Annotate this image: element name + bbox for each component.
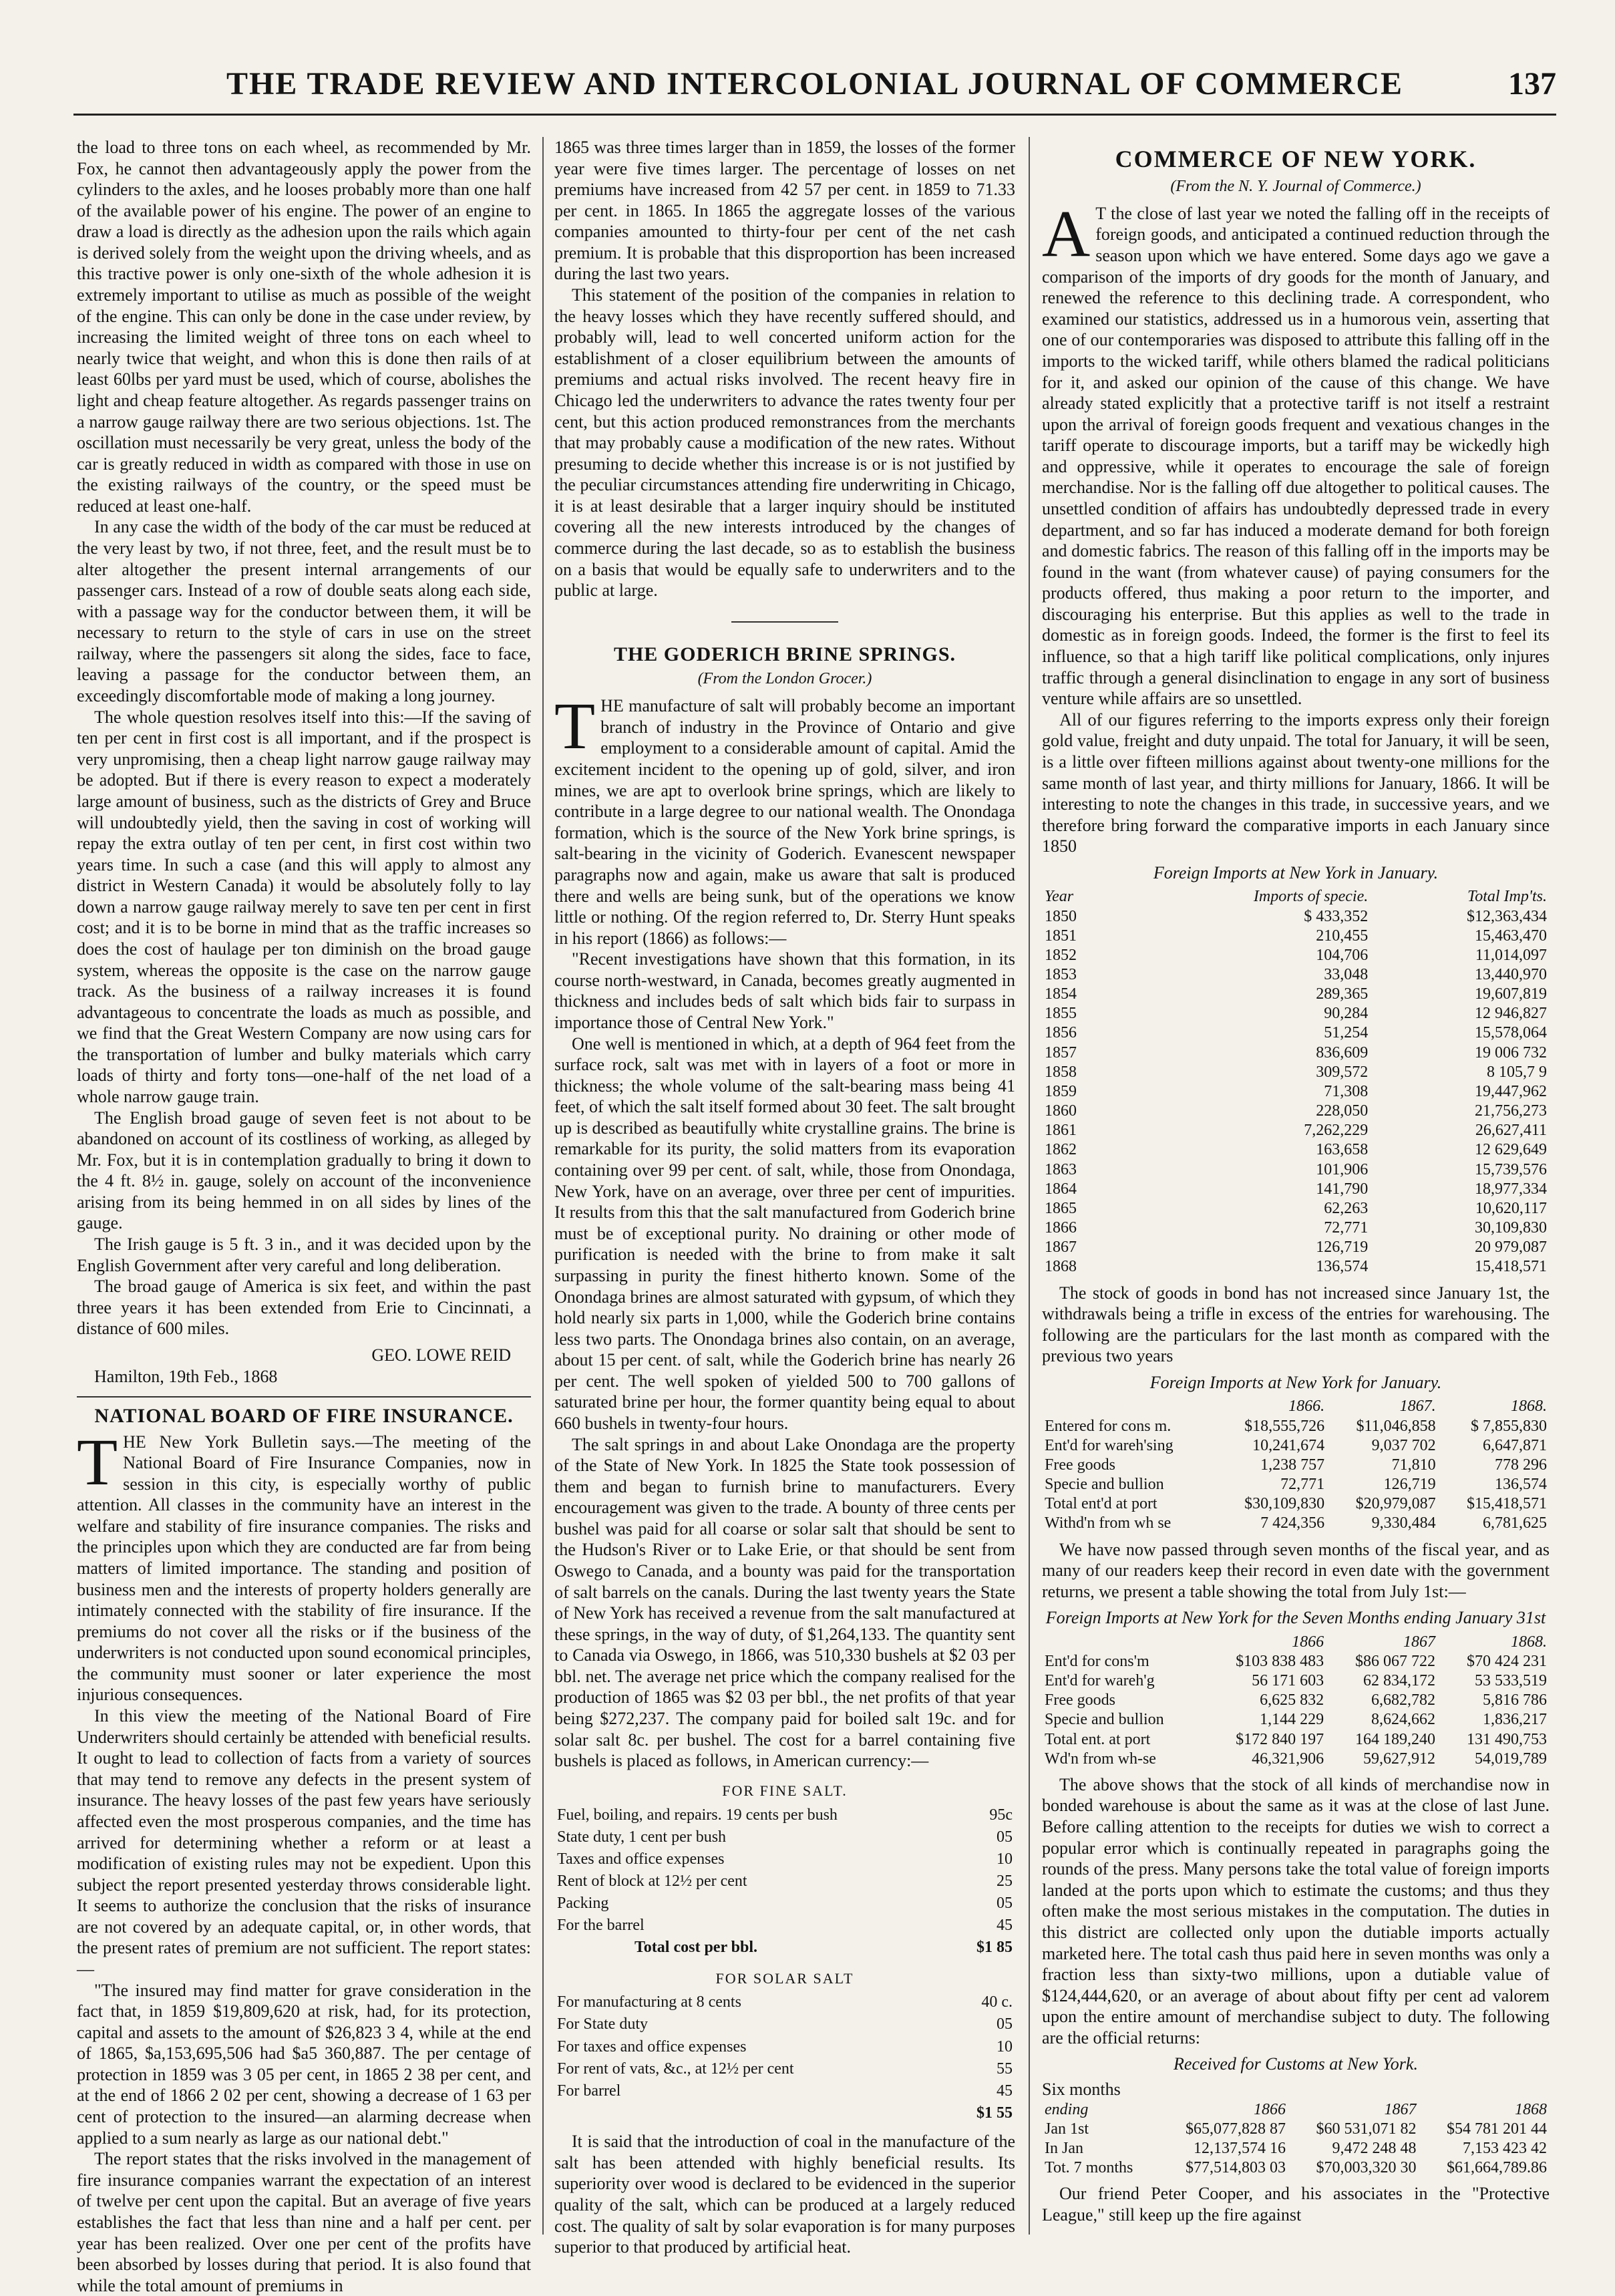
table-cell: 131 490,753 xyxy=(1467,1730,1547,1748)
table-cell: 141,790 xyxy=(1316,1180,1369,1198)
cost-table-label: FOR FINE SALT. xyxy=(722,1782,848,1799)
body-paragraph: The stock of goods in bond has not increased since January 1st, the withdrawals being a trifle in excess of the entries for warehousing. The following are the particulars for the last month as compared with the previous two years xyxy=(1042,1283,1550,1366)
table-row xyxy=(1042,1671,1550,1691)
table-row xyxy=(1042,965,1550,985)
table-cell: 228,050 xyxy=(1316,1102,1369,1120)
body-paragraph: All of our figures referring to the imports express only their foreign gold value, freight and duty unpaid. The total for January, it will be seen, is a little over fifteen millions against about twenty-one millions for the same month of last year, and thirty millions for January, 1866. It will be interesting to note the changes in this trade, in successive years, and we therefore bring forward the comparative imports in each January since 1850 xyxy=(1042,709,1550,856)
table-cell: 101,906 xyxy=(1316,1160,1369,1178)
table-cell: 1,238 757 xyxy=(1260,1456,1325,1474)
table-cell: 126,719 xyxy=(1316,1239,1369,1257)
table-header-cell: 1867 xyxy=(1403,1633,1436,1651)
table-cell: 5,816 786 xyxy=(1483,1691,1547,1709)
table-cell: 05 xyxy=(997,2015,1013,2033)
table-cell: Jan 1st xyxy=(1045,2120,1089,2138)
table-header-row xyxy=(1042,2100,1550,2120)
table-row xyxy=(1042,1456,1550,1475)
body-paragraph: One well is mentioned in which, at a depth of 964 feet from the surface rock, salt was met with in layers of a foot or more in thickness; the whole volume of the salt-bearing mass being 41 feet, of which the salt itself formed about 30 feet. The salt brought up is described as beautifully white crystalline grains. The brine is remarkable for its purity, the solid matters from its evaporation containing over 99 per cent. of salt, while, those from Onondaga, New York, have on an average, over three per cent of impurities. It results from this that the salt manufactured from Goderich brine must be of exceptional purity. No draining or other mode of purification is needed with the brine to from make it salt surpassing in purity the finest hitherto known. Some of the Onondaga brines are almost saturated with gypsum, of which they hold nearly six parts in 1,000, while the Goderich brine contains less two parts. The Onondaga brines also contain, on an average, about 15 per cent. of salt, while the Goderich brine has nearly 26 per cent. The well spoken of yielded 500 to 700 gallons of saturated brine per hour, the former quantity being equal to about 660 bushels in twenty-four hours. xyxy=(554,1033,1015,1433)
article-source: (From the N. Y. Journal of Commerce.) xyxy=(1170,177,1421,195)
table-cell: In Jan xyxy=(1045,2139,1083,2157)
table-cell: 1857 xyxy=(1045,1043,1077,1061)
table-header-cell xyxy=(1042,1397,1216,1416)
table-row xyxy=(1042,1417,1550,1436)
table-cell: 05 xyxy=(997,1828,1013,1846)
table-cell: Specie and bullion xyxy=(1045,1711,1164,1729)
body-paragraph: We have now passed through seven months of the fiscal year, and as many of our readers keep their record in even date with the government returns, we present a table showing the total from July 1st:— xyxy=(1042,1539,1550,1601)
table-cell: 10,620,117 xyxy=(1475,1199,1547,1217)
table-cell: 6,647,871 xyxy=(1483,1436,1547,1454)
table-row xyxy=(1042,1257,1550,1277)
table-row xyxy=(554,2080,1015,2102)
article-source: (From the London Grocer.) xyxy=(697,670,872,688)
table-cell: 126,719 xyxy=(1383,1476,1436,1494)
table-cell: Taxes and office expenses xyxy=(557,1850,725,1868)
body-paragraph: "Recent investigations have shown that this formation, in its course north-westward, in Canada, becomes greatly augmented in thickness and includes beds of salt which bids fair to surpass in importance those of Central New York." xyxy=(554,949,1015,1032)
table-header-cell: 1867. xyxy=(1399,1398,1436,1416)
table-row xyxy=(1042,1436,1550,1456)
table-cell: 1867 xyxy=(1045,1239,1077,1257)
column-rule xyxy=(1029,137,1030,2235)
table-cell: Ent'd for wareh'sing xyxy=(1045,1436,1174,1454)
table-cell: 9,472 248 48 xyxy=(1332,2139,1417,2157)
table-row xyxy=(1042,1691,1550,1710)
table-cell: 05 xyxy=(997,1895,1013,1913)
table-intro: Six months xyxy=(1042,2080,1121,2099)
table-cell: 15,739,576 xyxy=(1475,1160,1547,1178)
table-cell: $86 067 722 xyxy=(1355,1652,1436,1670)
table-cell: 836,609 xyxy=(1316,1043,1369,1061)
table-cell: Total ent. at port xyxy=(1045,1730,1151,1748)
table-cell: 71,308 xyxy=(1324,1082,1369,1100)
table-cell: 8 105,7 9 xyxy=(1487,1063,1547,1081)
body-paragraph: This statement of the position of the companies in relation to the heavy losses which they have recently suffered should, and probably will, lead to well concerted uniform action for the establishment of a closer equilibrium between the amounts of premiums and actual risks involved. The recent heavy fire in Chicago led the underwriters to advance the rates twenty four per cent, but this action produced remonstrances from the merchants that may probably cause a modification of the new rates. Without presuming to decide whether this increase is or is not justified by the peculiar circumstances attending fire underwriting in Chicago, it is at least desirable that a larger inquiry should be instituted covering all the new interests introduced by the changes of commerce during the last decade, so as to establish the business on a basis that would be equally safe to underwriters and to the public at large. xyxy=(554,285,1015,601)
table-header-cell: 1866. xyxy=(1288,1398,1325,1416)
table-cell: 136,574 xyxy=(1316,1258,1369,1276)
table-header-cell: ending xyxy=(1045,2100,1089,2118)
body-paragraph: The report states that the risks involved in the management of fire insurance companies warrant the expectation of an interest of twelve per cent upon the capital. But an average of five years establishes the fact that less than nine and a half per cent. per year has been realized. Over one per cent of the profits have been absorbed by losses during that period. It is also found that while the total amount of premiums in xyxy=(77,2149,531,2295)
table-cell: 90,284 xyxy=(1324,1005,1369,1023)
table-header-row xyxy=(1042,1633,1550,1652)
table-cell: 30,109,830 xyxy=(1475,1219,1547,1237)
table-row xyxy=(1042,2120,1550,2139)
table-row xyxy=(1042,1160,1550,1180)
table-cell: 72,771 xyxy=(1324,1219,1369,1237)
table-cell: 1856 xyxy=(1045,1024,1077,1042)
table-cell: 71,810 xyxy=(1391,1456,1436,1474)
table-cell: 1851 xyxy=(1045,927,1077,945)
table-header-cell xyxy=(1042,1633,1204,1652)
table-total-row xyxy=(554,1937,1015,1959)
table-cell: $30,109,830 xyxy=(1244,1495,1325,1513)
table-cell: 54,019,789 xyxy=(1475,1750,1547,1768)
table-header-row xyxy=(1042,1397,1550,1416)
body-paragraph: It is said that the introduction of coal in the manufacture of the salt has been attended with highly beneficial results. Its superiority over wood is declared to be evidenced in the superior quality of the salt, which can be produced at a largely reduced cost. The quality of salt by solar evaporation is for many purposes superior to that produced by artificial heat. xyxy=(554,2132,1015,2257)
table-cell: Specie and bullion xyxy=(1045,1476,1164,1494)
january-imports-table xyxy=(1042,887,1550,1277)
table-row xyxy=(1042,1063,1550,1082)
table-row xyxy=(1042,1004,1550,1023)
table-cell: For manufacturing at 8 cents xyxy=(557,1993,741,2011)
table-cell: 7 424,356 xyxy=(1260,1514,1325,1532)
table-title: Foreign Imports at New York in January. xyxy=(1153,862,1439,882)
table-cell: State duty, 1 cent per bush xyxy=(557,1828,727,1846)
body-paragraph: the load to three tons on each wheel, as recommended by Mr. Fox, he cannot then advantageously apply the power from the cylinders to the axles, and he looses probably more than one half of the available power of his engine. The power of an engine to draw a load is directly as the adhesion upon the rails which again is derived solely from the weight upon the driving wheels, and as this tractive power is only one-sixth of the whole adhesion it is extremely important to utilise as much as possible of the weight of the engine. This can only be done in the case under review, by increasing the limited weight of three tons on each wheel to nearly twice that weight, and whon this is done then rails of at least 60lbs per yard must be used, which of course, abolishes the light and cheap feature altogether. As regards passenger trains on a narrow gauge railway there are two serious objections. 1st. The oscillation must necessarily be very great, unless the body of the car is greatly reduced in width as compared with those in use on the existing railways of the country, or the speed must be reduced at least one-half. xyxy=(77,138,531,516)
table-row xyxy=(554,1991,1015,2013)
table-row xyxy=(1042,1652,1550,1671)
table-cell: $61,664,789.86 xyxy=(1447,2159,1547,2177)
table-cell: 1855 xyxy=(1045,1005,1077,1023)
table-cell: 210,455 xyxy=(1316,927,1369,945)
table-cell: Free goods xyxy=(1045,1456,1115,1474)
table-cell: 21,756,273 xyxy=(1475,1102,1547,1120)
body-paragraph: 1865 was three times larger than in 1859, the losses of the former year were five times larger. The percentage of losses on net premiums have increased from 42 57 per cent. in 1859 to 71.33 per cent. in 1865. In 1865 the aggregate losses of the various companies amounted to thirty-four per cent of the net cash premium. It is probable that this disproportion has been increased during the last two years. xyxy=(554,138,1015,284)
table-cell: $18,555,726 xyxy=(1244,1417,1325,1435)
table-cell: 12 946,827 xyxy=(1475,1005,1547,1023)
table-row xyxy=(1042,1475,1550,1494)
table-cell: 1863 xyxy=(1045,1160,1077,1178)
table-header-cell: 1868 xyxy=(1515,2100,1547,2118)
table-cell: 163,658 xyxy=(1316,1141,1369,1159)
table-row xyxy=(1042,1180,1550,1199)
table-header-cell: 1868. xyxy=(1511,1398,1547,1416)
article-heading: COMMERCE OF NEW YORK. xyxy=(1115,146,1477,172)
table-cell: 9,037 702 xyxy=(1371,1436,1436,1454)
table-cell: 1852 xyxy=(1045,946,1077,964)
table-cell: 20 979,087 xyxy=(1475,1239,1547,1257)
table-cell: Entered for cons m. xyxy=(1045,1417,1172,1435)
column-rule xyxy=(542,137,544,2235)
table-cell: 10 xyxy=(997,2037,1013,2056)
column-3 xyxy=(1042,137,1550,2235)
table-cell: 40 c. xyxy=(981,1993,1013,2011)
table-title: Received for Customs at New York. xyxy=(1174,2054,1418,2074)
table-cell: 8,624,662 xyxy=(1371,1711,1436,1729)
table-cell: Free goods xyxy=(1045,1691,1115,1709)
table-cell: 13,440,970 xyxy=(1475,966,1547,984)
table-row xyxy=(554,2036,1015,2058)
table-cell: 62,263 xyxy=(1324,1199,1369,1217)
table-cell: 45 xyxy=(997,2082,1013,2100)
table-header-cell: 1867 xyxy=(1384,2100,1417,2118)
table-cell: 309,572 xyxy=(1316,1063,1369,1081)
body-paragraph: In this view the meeting of the National Board of Fire Underwriters should certainly be attended with beneficial results. It ought to lead to collection of facts from a variety of sources that may tend to remove any defects in the present system of insurance. The heavy losses of the past few years have seriously affected even the most prosperous companies, and the time has arrived for determining whether a reform or at least a modification of existing rules may not be expedient. Upon this subject the report presented yesterday throws considerable light. It seems to authorize the conclusion that the risks of insurance are not covered by an adequate capital, or, in other words, that the present rates of premium are not sufficient. The report states:— xyxy=(77,1706,531,1979)
table-row xyxy=(1042,1199,1550,1218)
table-cell: 15,578,064 xyxy=(1475,1024,1547,1042)
table-cell: $70,003,320 30 xyxy=(1316,2159,1417,2177)
table-cell: 289,365 xyxy=(1316,985,1369,1003)
table-cell: 1,836,217 xyxy=(1483,1711,1547,1729)
table-cell: Packing xyxy=(557,1895,609,1913)
table-cell: 9,330,484 xyxy=(1371,1514,1436,1532)
table-cell: 56 171 603 xyxy=(1252,1672,1324,1690)
body-paragraph: The salt springs in and about Lake Onondaga are the property of the State of New York. In 1825 the State took possession of them and began to furnish brine to manufacturers. Every encouragement was given to the trade. A bounty of three cents per bushel was paid for all coarse or solar salt that should be sent to the Hudson's River or to Lake Erie, or that should be sent from Oswego to Canada, and a bounty was paid for the transportation of salt barrels on the canals. During the last twenty years the State of New York has received a revenue from the salt manufactured at these springs, in the way of duty, of $1,264,133. The quantity sent to Canada via Oswego, in 1866, was 510,330 bushels at $2 03 per bbl. net. The average net price which the company realised for the production of 1865 was $2 03 per bbl., the net profits of that year being $272,237. The company paid for boiled salt 19c. and for solar salt 8c. per bushel. The cost for a barrel containing five bushels is placed as follows, in American currency:— xyxy=(554,1434,1015,1771)
body-paragraph: The English broad gauge of seven feet is not about to be abandoned on account of its costliness of working, as alleged by Mr. Fox, but it is in contemplation gradually to bring it down to the 4 ft. 8½ in. gauge, solely on account of the inconvenience arising from its being hemmed in on all sides by lines of the gauge. xyxy=(77,1108,531,1233)
table-cell: 1850 xyxy=(1045,907,1077,925)
table-total-row xyxy=(1042,1730,1550,1750)
table-row xyxy=(1042,1140,1550,1160)
page-header xyxy=(73,53,1556,116)
table-cell: 1868 xyxy=(1045,1258,1077,1276)
body-paragraph: AT the close of last year we noted the falling off in the receipts of foreign goods, and anticipated a continued reduction through the season upon which we have entered. Some days ago we gave a comparison of the imports of dry goods for the month of January, and renewed the reference to this declining trade. A correspondent, who examined our statistics, addressed us in a humorous vein, asserting that one of our contemporaries was disposed to attribute this falling off in the imports to the wicked tariff, while others blamed the radical politicians for it, and asked our opinion of the cause of this change. We have already stated explicitly that a protective tariff is not itself a restraint upon the arrival of foreign goods frequent and vexatious changes in the tariff operate to discourage imports, but a tariff may be wickedly high and oppressive, while it operates to encourage the sale of foreign merchandise. Nor is the falling off due altogether to political causes. The unsettled condition of affairs has undoubtedly depressed trade in every department, and so far has induced a moderate demand for both foreign and domestic fabrics. The reason of this falling off in the imports may be found in the want (from whatever cause) of paying consumers for the products offered, thus making a poor return to the importer, and discouraging his enterprise. But this applies as well to the trade in domestic as in foreign goods. Indeed, the former is the first to feel its influence, so that a high tariff like political complications, only injures traffic through a general disinclination to engage in any sort of business venture while affairs are so unsettled. xyxy=(1042,196,1550,709)
table-cell: 26,627,411 xyxy=(1475,1122,1547,1140)
cost-table-label: FOR SOLAR SALT xyxy=(715,1969,854,1987)
table-cell: 19 006 732 xyxy=(1475,1043,1547,1061)
table-cell: 1861 xyxy=(1045,1122,1077,1140)
dateline: Hamilton, 19th Feb., 1868 xyxy=(94,1366,278,1386)
table-cell: 1,144 229 xyxy=(1260,1711,1324,1729)
table-cell: $65,077,828 87 xyxy=(1186,2120,1286,2138)
body-paragraph: Our friend Peter Cooper, and his associates in the "Protective League," still keep up the fire against xyxy=(1042,2184,1550,2225)
table-cell: 12 629,649 xyxy=(1475,1141,1547,1159)
table-row xyxy=(554,1826,1015,1848)
table-cell: Wd'n from wh-se xyxy=(1045,1750,1156,1768)
table-cell: 6,781,625 xyxy=(1483,1514,1547,1532)
body-paragraph: "The insured may find matter for grave consideration in the fact that, in 1859 $19,809,620 at risk, had, for its protection, capital and assets to the amount of $26,823 3 4, while at the end of 1865, $a,153,695,506 had $a5 360,887. The per centage of protection in 1859 was 3 05 per cent, in 1865 2 38 per cent, and at the end of 1866 2 02 per cent, showing a decrease of 1 63 per cent of protection to the insured—an alarming decrease when applied to a sum nearly as large as our national debt." xyxy=(77,1980,531,2148)
body-paragraph: In any case the width of the body of the car must be reduced at the very least by two, if not three, feet, and the result must be to alter altogether the present internal arrangements of our passenger cars. Instead of a row of double seats along each side, with a passage way for the conductor between them, it will be necessary to return to the style of cars in use on the street railway, where the passengers sit along the sides, face to face, leaving a passage for the conductor between them, an exceedingly discomfortable mode of making a long journey. xyxy=(77,517,531,706)
table-cell: 15,418,571 xyxy=(1475,1258,1547,1276)
table-cell: Tot. 7 months xyxy=(1045,2159,1133,2177)
table-title: Foreign Imports at New York for January. xyxy=(1149,1372,1442,1392)
table-cell: 778 296 xyxy=(1495,1456,1547,1474)
section-divider xyxy=(731,621,838,623)
table-cell: $1 85 xyxy=(976,1939,1013,1957)
table-cell: 45 xyxy=(997,1917,1013,1935)
table-header-cell: 1866 xyxy=(1254,2100,1286,2118)
table-cell: 51,254 xyxy=(1324,1024,1369,1042)
table-cell: 136,574 xyxy=(1495,1476,1547,1494)
running-title: THE TRADE REVIEW AND INTERCOLONIAL JOURNAL OF COMMERCE xyxy=(226,66,1403,102)
table-cell: $12,363,434 xyxy=(1467,907,1547,925)
table-cell: 15,463,470 xyxy=(1475,927,1547,945)
table-cell: 1864 xyxy=(1045,1180,1077,1198)
table-cell: $1 55 xyxy=(976,2104,1013,2122)
table-row xyxy=(554,1804,1015,1826)
table-cell: 19,607,819 xyxy=(1475,985,1547,1003)
table-cell: 1866 xyxy=(1045,1219,1077,1237)
column-2 xyxy=(554,137,1015,2257)
body-paragraph: The whole question resolves itself into this:—If the saving of ten per cent in first cost is all important, and if the prospect is very unpromising, then a cheap light narrow gauge railway may be adopted. But if there is every reason to expect a moderately large amount of business, such as the districts of Grey and Bruce will undoubtedly yield, then the saving in cost of working will repay the extra outlay of ten per cent, in first cost within two years time. In such a case (and this will apply to almost any district in Western Canada) it would be absolutely folly to lay down a narrow gauge railway merely to save ten per cent in first cost; and it is to be borne in mind that as the traffic increases so does the cost of haulage per ton diminish on the broad gauge system, whereas the opposite is the case on the narrow gauge track. As the business of a railway increases it is found advantageous to concentrate the loads as much as possible, and we find that the Great Western Company are now using cars for the transportation of lumber and bulky materials which carry loads of thirty and forty tons—one-half of the net load of a whole narrow gauge train. xyxy=(77,707,531,1107)
table-cell: $103 838 483 xyxy=(1236,1652,1324,1670)
table-cell: Ent'd for cons'm xyxy=(1045,1652,1149,1670)
table-row xyxy=(1042,1238,1550,1257)
table-cell: 10,241,674 xyxy=(1252,1436,1325,1454)
table-cell: 6,625 832 xyxy=(1260,1691,1324,1709)
table-cell: 25 xyxy=(997,1872,1013,1890)
january-comparison-table xyxy=(1042,1397,1550,1533)
table-row xyxy=(1042,2139,1550,2158)
table-row xyxy=(1042,907,1550,927)
table-cell: 164 189,240 xyxy=(1355,1730,1436,1748)
table-cell: 18,977,334 xyxy=(1475,1180,1547,1198)
table-cell: 1860 xyxy=(1045,1102,1077,1120)
table-cell: 55 xyxy=(997,2060,1013,2078)
table-row xyxy=(554,1870,1015,1893)
table-total-row xyxy=(1042,1514,1550,1533)
seven-months-table xyxy=(1042,1633,1550,1769)
table-total-row xyxy=(1042,2158,1550,2178)
table-cell: 33,048 xyxy=(1324,966,1369,984)
table-cell: $54 781 201 44 xyxy=(1447,2120,1547,2138)
table-total-row xyxy=(554,2102,1015,2124)
body-paragraph: The Irish gauge is 5 ft. 3 in., and it was decided upon by the English Government after very careful and long deliberation. xyxy=(77,1235,531,1275)
table-row xyxy=(554,2058,1015,2080)
table-cell: $60 531,071 82 xyxy=(1316,2120,1417,2138)
table-cell: 59,627,912 xyxy=(1363,1750,1436,1768)
table-cell: Fuel, boiling, and repairs. 19 cents per bush xyxy=(557,1806,838,1824)
table-row xyxy=(1042,1121,1550,1140)
table-cell: 104,706 xyxy=(1316,946,1369,964)
table-total-row xyxy=(1042,1494,1550,1514)
table-cell: $15,418,571 xyxy=(1467,1495,1547,1513)
table-cell: 72,771 xyxy=(1280,1476,1325,1494)
table-cell: $ 7,855,830 xyxy=(1471,1417,1547,1435)
body-paragraph: THE New York Bulletin says.—The meeting of the National Board of Fire Insurance Companies, now in session in this city, is especially worthy of public attention. All classes in the community have an interest in the welfare and stability of fire insurance companies. The risks and the principles upon which they are conducted are far from being matters of limited importance. The standing and position of business men and the interests of property holders generally are intimately connected with the stability of fire insurance. If the premiums do not cover all the risks or if the business of the underwriters is not conducted upon sound economical principles, the community must sooner or later experience the most injurious consequences. xyxy=(77,1424,531,1705)
body-paragraph: The above shows that the stock of all kinds of merchandise now in bonded warehouse is about the same as it was at the close of last June. Before calling attention to the receipts for duties we wish to correct a popular error which is continually repeated in paragraphs going the rounds of the press. Many persons take the total value of foreign imports landed at the ports upon which to estimate the customs; and thus they often make the most serious mistakes in the computation. The duties in this district are collected only upon the dutiable imports actually marketed here. The total cash thus paid here in seven months was only a fraction less than sixty-two millions, upon a dutiable value of $124,444,620, or an average of about about fifty per cent ad valorem upon the entire amount of merchandise subject to duty. The following are the official returns: xyxy=(1042,1774,1550,2047)
table-cell: Rent of block at 12½ per cent xyxy=(557,1872,747,1890)
table-title: Foreign Imports at New York for the Seven Months ending January 31st xyxy=(1045,1608,1546,1628)
table-header-cell: 1866 xyxy=(1292,1633,1324,1651)
table-cell: 6,682,782 xyxy=(1371,1691,1436,1709)
table-header-cell: 1868. xyxy=(1511,1633,1547,1651)
table-cell: Ent'd for wareh'g xyxy=(1045,1672,1155,1690)
table-cell: 7,153 423 42 xyxy=(1463,2139,1547,2157)
article-heading: THE GODERICH BRINE SPRINGS. xyxy=(613,643,956,665)
table-cell: For the barrel xyxy=(557,1917,645,1935)
table-header-cell: Total Imp'ts. xyxy=(1467,888,1547,906)
table-cell: For rent of vats, &c., at 12½ per cent xyxy=(557,2060,794,2078)
table-row xyxy=(1042,1218,1550,1238)
table-header-row xyxy=(1042,887,1550,907)
table-cell: 1853 xyxy=(1045,966,1077,984)
table-row xyxy=(1042,1043,1550,1063)
table-cell: $70 424 231 xyxy=(1467,1652,1547,1670)
table-cell: 10 xyxy=(997,1850,1013,1868)
table-cell: $11,046,858 xyxy=(1356,1417,1436,1435)
table-cell: 46,321,906 xyxy=(1252,1750,1324,1768)
section-divider xyxy=(77,1396,531,1398)
table-cell: $77,514,803 03 xyxy=(1186,2159,1286,2177)
table-cell: For barrel xyxy=(557,2082,621,2100)
table-cell: 19,447,962 xyxy=(1475,1082,1547,1100)
table-cell: Withd'n from wh se xyxy=(1045,1514,1172,1532)
table-row xyxy=(1042,985,1550,1004)
table-cell: 53 533,519 xyxy=(1475,1672,1547,1690)
table-cell: For State duty xyxy=(557,2015,648,2033)
customs-receipts-table xyxy=(1042,2100,1550,2178)
column-1 xyxy=(77,137,531,2295)
table-cell: 1854 xyxy=(1045,985,1077,1003)
table-cell: For taxes and office expenses xyxy=(557,2037,747,2056)
table-cell: 7,262,229 xyxy=(1304,1122,1369,1140)
table-cell: 1858 xyxy=(1045,1063,1077,1081)
page-number: 137 xyxy=(1508,66,1556,102)
table-cell: 95c xyxy=(989,1806,1013,1824)
table-row xyxy=(1042,927,1550,946)
table-row xyxy=(1042,1102,1550,1121)
table-cell: 1859 xyxy=(1045,1082,1077,1100)
table-cell: $20,979,087 xyxy=(1355,1495,1436,1513)
table-row xyxy=(1042,1082,1550,1102)
table-cell: 62 834,172 xyxy=(1363,1672,1436,1690)
body-paragraph: The broad gauge of America is six feet, and within the past three years it has been extended from Erie to Cincinnati, a distance of 600 miles. xyxy=(77,1277,531,1339)
table-row xyxy=(554,2013,1015,2035)
signature: GEO. LOWE REID xyxy=(371,1345,511,1365)
table-row xyxy=(554,1848,1015,1870)
article-heading: NATIONAL BOARD OF FIRE INSURANCE. xyxy=(94,1405,514,1428)
table-cell: 11,014,097 xyxy=(1475,946,1547,964)
table-cell: $ 433,352 xyxy=(1304,907,1369,925)
table-cell: 1865 xyxy=(1045,1199,1077,1217)
table-cell: $172 840 197 xyxy=(1236,1730,1324,1748)
solar-salt-cost-table xyxy=(554,1991,1015,2124)
table-cell: 1862 xyxy=(1045,1141,1077,1159)
table-cell: Total cost per bbl. xyxy=(635,1939,758,1957)
table-row xyxy=(554,1915,1015,1937)
table-header-cell: Imports of specie. xyxy=(1253,888,1369,906)
table-cell: Total ent'd at port xyxy=(1045,1495,1157,1513)
table-row xyxy=(1042,946,1550,965)
table-row xyxy=(1042,1710,1550,1730)
table-row xyxy=(554,1893,1015,1915)
body-paragraph: THE manufacture of salt will probably become an important branch of industry in the Province of Ontario and give employment to a considerable amount of capital. Amid the excitement incident to the opening up of gold, silver, and iron mines, we are apt to overlook brine springs, which are likely to contribute in a large degree to our national wealth. The Onondaga formation, which is the source of the New York brine springs, is salt-bearing in the vicinity of Goderich. Evanescent newspaper paragraphs now and again, make us aware that salt is produced there and wells are being sunk, but of the operations we know little or nothing. Of the region referred to, Dr. Sterry Hunt speaks in his report (1866) as follows:— xyxy=(554,689,1015,948)
fine-salt-cost-table xyxy=(554,1804,1015,1959)
table-total-row xyxy=(1042,1750,1550,1769)
table-header-cell: Year xyxy=(1045,888,1074,906)
table-cell: 12,137,574 16 xyxy=(1194,2139,1286,2157)
table-row xyxy=(1042,1023,1550,1043)
